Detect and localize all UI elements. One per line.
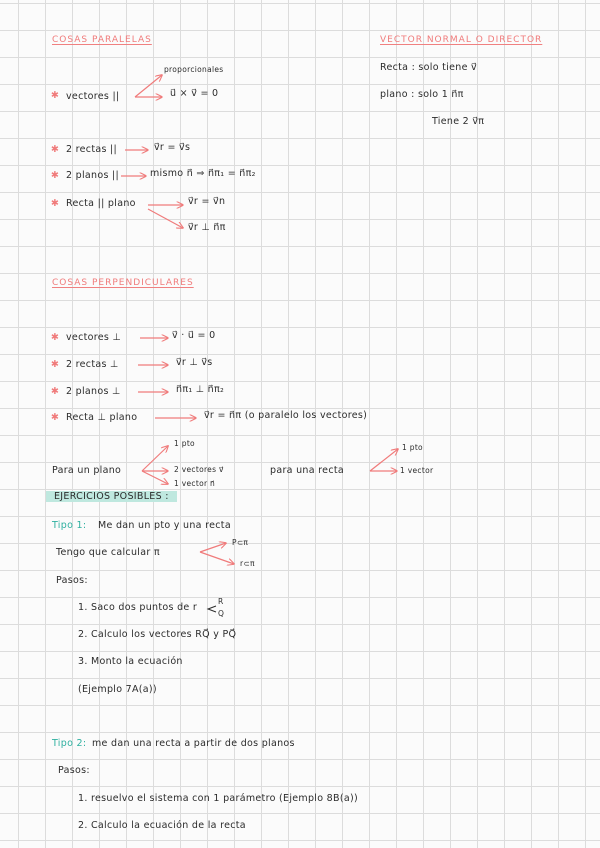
r-contenido-pi: r⊂π (240, 559, 255, 568)
star-vectores: ✱ (51, 90, 60, 101)
normal-recta: Recta : solo tiene v⃗ (380, 62, 477, 73)
recta-plano-paralelos-label: Recta || plano (66, 198, 136, 209)
para-un-plano: Para un plano (52, 465, 122, 476)
arrow-recta-pto (370, 449, 398, 471)
plano-1vector: 1 vector n⃗ (174, 479, 216, 488)
arrow-plano-pto (142, 446, 168, 471)
paso-1-q: Q (218, 609, 225, 618)
planos-paralelos-result: mismo n⃗ ⇒ n⃗π₁ = n⃗π₂ (150, 168, 256, 179)
normal-tiene: Tiene 2 v⃗π (432, 116, 485, 127)
star-perp-planos: ✱ (51, 386, 60, 397)
cross-product: u⃗ × v⃗ = 0 (170, 88, 219, 99)
vectores-paralelos-label: vectores || (66, 91, 120, 102)
perp-recta-plano-result: v⃗r = n⃗π (o paralelo los vectores) (204, 410, 368, 421)
paso2-1: 1. resuelvo el sistema con 1 parámetro (Ejemplo 8B(a)) (78, 793, 358, 804)
para-una-recta: para una recta (270, 465, 344, 476)
title-paralelas: COSAS PARALELAS (52, 35, 152, 45)
arrow-rcpi (200, 552, 234, 564)
star-rectas: ✱ (51, 144, 60, 155)
normal-plano: plano : solo 1 n⃗π (380, 89, 464, 100)
recta-plano-result-2: v⃗r ⊥ n⃗π (188, 222, 226, 233)
perp-rectas-label: 2 rectas ⊥ (66, 359, 119, 370)
title-vector-normal: VECTOR NORMAL O DIRECTOR (380, 35, 543, 45)
arrow-recta-plano-2 (148, 209, 183, 228)
arrow-pcpi (200, 543, 226, 552)
star-perp-rectas: ✱ (51, 359, 60, 370)
plano-1pto: 1 pto (174, 439, 195, 448)
rectas-paralelas-label: 2 rectas || (66, 144, 118, 155)
arrow-plano-1vec (142, 471, 168, 484)
tipo1-text: Me dan un pto y una recta (98, 520, 231, 531)
p-contenido-pi: P⊂π (232, 538, 249, 547)
recta-1pto: 1 pto (402, 443, 423, 452)
perp-planos-label: 2 planos ⊥ (66, 386, 121, 397)
bracket-r (208, 606, 216, 612)
paso-1: 1. Saco dos puntos de r (78, 602, 198, 613)
planos-paralelos-label: 2 planos || (66, 170, 120, 181)
perp-vectores-result: v⃗ · u⃗ = 0 (172, 330, 216, 341)
perp-recta-plano-label: Recta ⊥ plano (66, 412, 138, 423)
recta-plano-result-1: v⃗r = v⃗n (188, 196, 226, 207)
title-ejercicios: EJERCICIOS POSIBLES : (46, 491, 177, 502)
star-perp-recta-plano: ✱ (51, 412, 60, 423)
title-perpendiculares: COSAS PERPENDICULARES (52, 278, 194, 288)
tipo2-label: Tipo 2: (52, 738, 87, 749)
star-planos: ✱ (51, 170, 60, 181)
star-perp-vectores: ✱ (51, 332, 60, 343)
proporcionales-label: proporcionales (164, 65, 224, 74)
pasos-label: Pasos: (56, 575, 88, 586)
recta-1vector: 1 vector (400, 466, 434, 475)
rectas-paralelas-result: v⃗r = v⃗s (154, 142, 191, 153)
perp-vectores-label: vectores ⊥ (66, 332, 122, 343)
ejemplo-1: (Ejemplo 7A(a)) (78, 684, 157, 695)
arrow-vectores-up (135, 75, 162, 97)
paso-2: 2. Calculo los vectores RQ⃗ y PQ⃗ (78, 629, 237, 640)
paso2-2: 2. Calculo la ecuación de la recta (78, 820, 246, 831)
perp-planos-result: n⃗π₁ ⊥ n⃗π₂ (176, 384, 225, 395)
tipo2-text: me dan una recta a partir de dos planos (92, 738, 295, 749)
plano-2vectores: 2 vectores v⃗ (174, 465, 224, 474)
perp-rectas-result: v⃗r ⊥ v⃗s (176, 357, 213, 368)
star-recta-plano: ✱ (51, 198, 60, 209)
tengo-que-calcular: Tengo que calcular π (56, 547, 160, 558)
paso-3: 3. Monto la ecuación (78, 656, 183, 667)
paso-1-r: R (218, 597, 224, 606)
tipo1-label: Tipo 1: (52, 520, 87, 531)
pasos2-label: Pasos: (58, 765, 90, 776)
